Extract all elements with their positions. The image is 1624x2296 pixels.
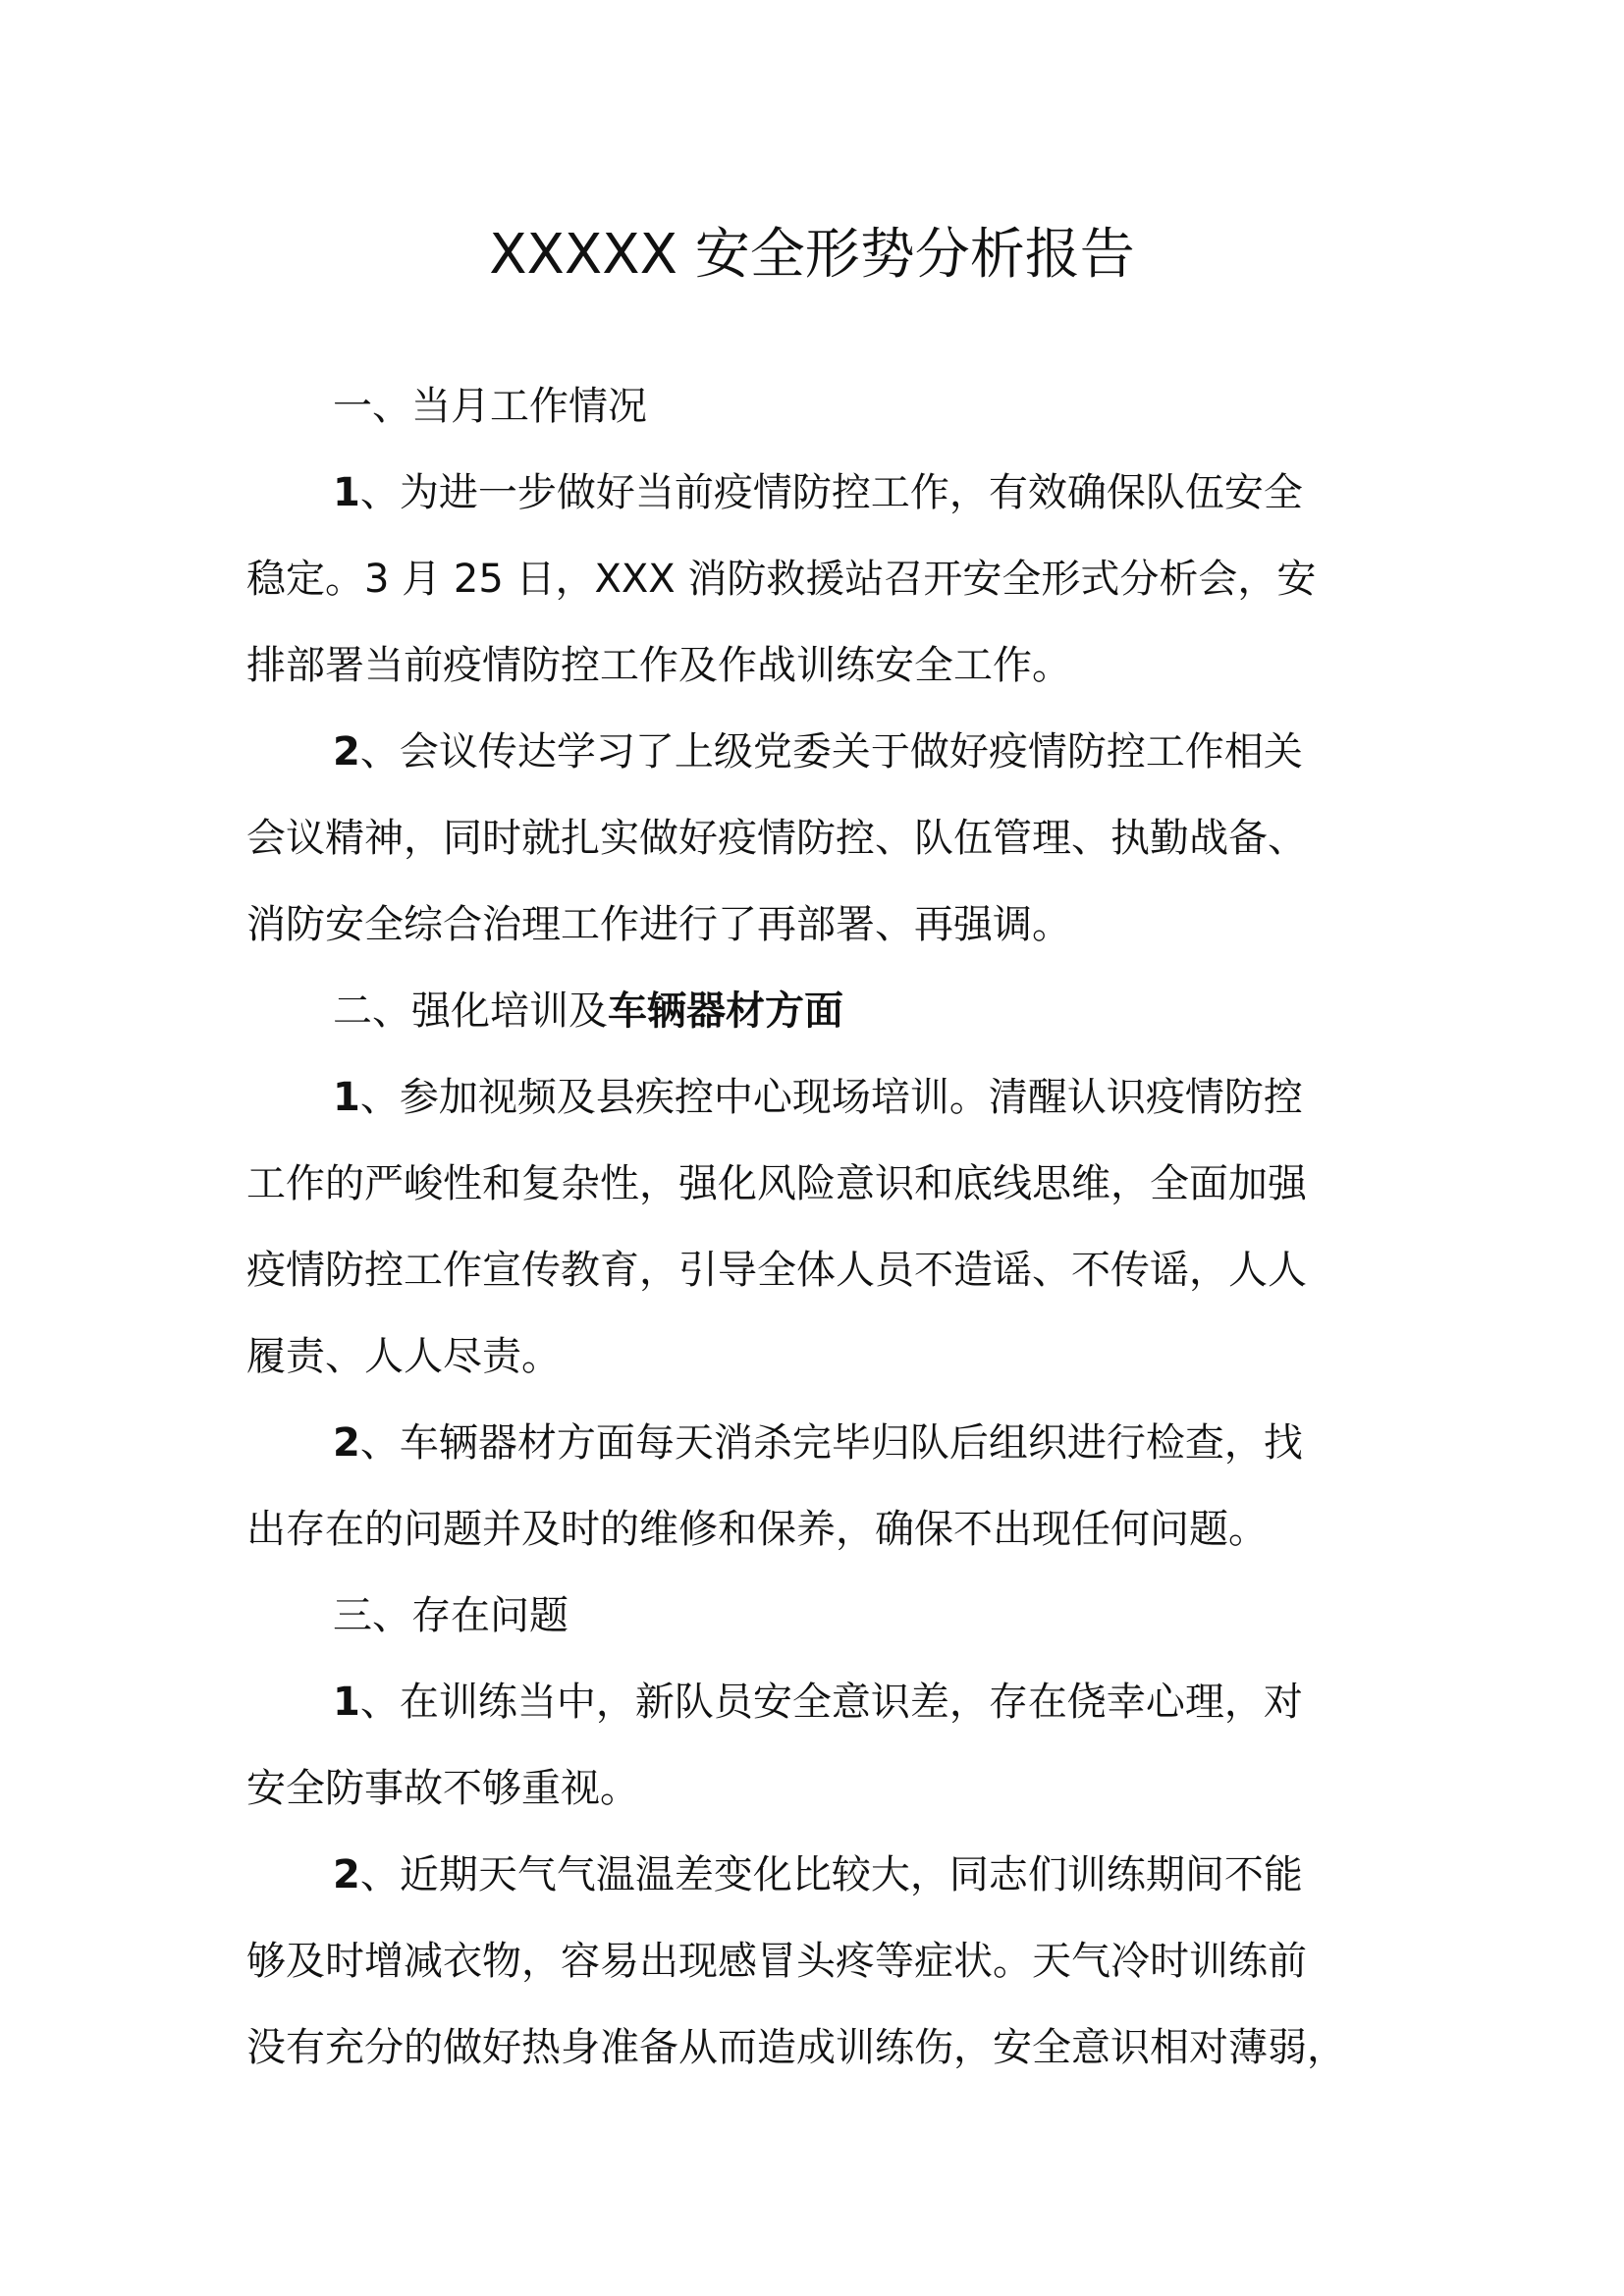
- section-heading: 三、存在问题: [333, 1593, 568, 1638]
- item-number: 1: [333, 1680, 360, 1725]
- paragraph-text: 、会议传达学习了上级党委关于做好疫情防控工作相关: [359, 729, 1303, 774]
- section-heading-normal: 二、强化培训及: [333, 988, 608, 1034]
- paragraph-line: 工作的严峻性和复杂性，强化风险意识和底线思维，全面加强: [246, 1161, 1307, 1206]
- paragraph-text: 、参加视频及县疾控中心现场培训。清醒认识疫情防控: [359, 1075, 1303, 1120]
- item-number: 2: [333, 1852, 360, 1897]
- paragraph-line: 没有充分的做好热身准备从而造成训练伤，安全意识相对薄弱，: [246, 2025, 1346, 2070]
- paragraph-text: 、车辆器材方面每天消杀完毕归队后组织进行检查，找: [359, 1420, 1303, 1466]
- section-heading: [246, 968, 1395, 1054]
- paragraph-line: 会议精神，同时就扎实做好疫情防控、队伍管理、执勤战备、: [246, 816, 1307, 861]
- paragraph-line: [246, 1400, 1395, 1486]
- section-heading: 一、当月工作情况: [333, 384, 647, 429]
- paragraph-line: 安全防事故不够重视。: [246, 1766, 639, 1811]
- paragraph-line: 排部署当前疫情防控工作及作战训练安全工作。: [246, 643, 1071, 688]
- paragraph-line: 出存在的问题并及时的维修和保养，确保不出现任何问题。: [246, 1507, 1268, 1552]
- document-body: [246, 363, 1395, 2091]
- paragraph-line: 够及时增减衣物，容易出现感冒头疼等症状。天气冷时训练前: [246, 1939, 1307, 1984]
- section-heading-bold: 车辆器材方面: [608, 988, 843, 1034]
- item-number: 2: [333, 729, 360, 774]
- paragraph-line: [246, 1659, 1395, 1745]
- paragraph-line: 疫情防控工作宣传教育，引导全体人员不造谣、不传谣，人人: [246, 1248, 1307, 1293]
- paragraph-line: [246, 450, 1395, 536]
- paragraph-line: [246, 1054, 1395, 1141]
- paragraph-line: 消防安全综合治理工作进行了再部署、再强调。: [246, 902, 1071, 947]
- paragraph-text: 、为进一步做好当前疫情防控工作，有效确保队伍安全: [359, 470, 1303, 515]
- paragraph-line: [246, 1832, 1395, 1918]
- document-title: XXXXX 安全形势分析报告: [489, 223, 1135, 287]
- paragraph-text: 、在训练当中，新队员安全意识差，存在侥幸心理，对: [359, 1680, 1303, 1725]
- paragraph-line: [246, 709, 1395, 795]
- item-number: 2: [333, 1420, 360, 1466]
- paragraph-line: 稳定。3 月 25 日，XXX 消防救援站召开安全形式分析会，安: [246, 557, 1317, 602]
- item-number: 1: [333, 470, 360, 515]
- paragraph-text: 、近期天气气温温差变化比较大，同志们训练期间不能: [359, 1852, 1303, 1897]
- item-number: 1: [333, 1075, 360, 1120]
- paragraph-line: 履责、人人尽责。: [246, 1334, 561, 1379]
